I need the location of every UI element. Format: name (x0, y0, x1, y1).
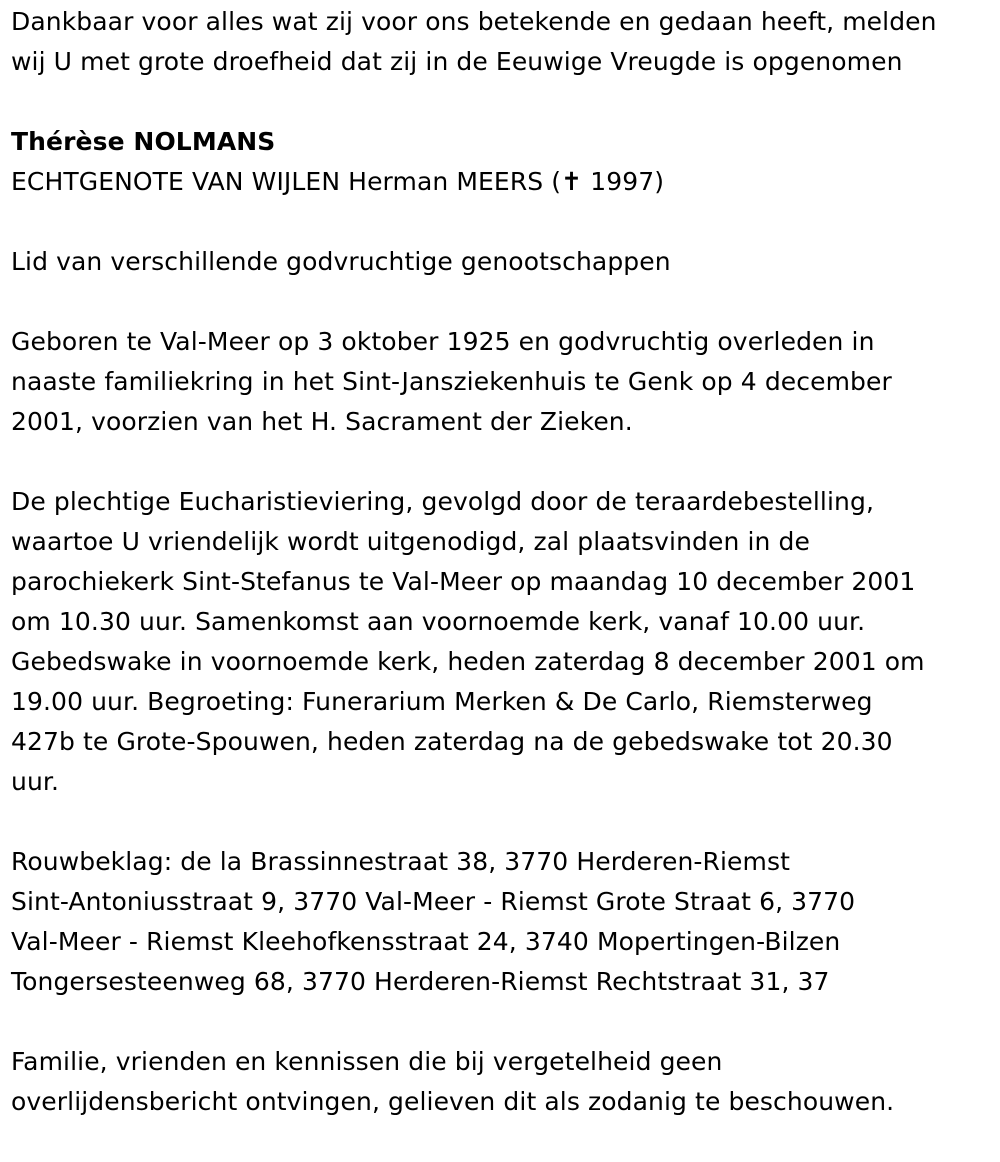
deceased-name: Thérèse NOLMANS (11, 127, 276, 156)
death-notice (11, 2, 991, 1162)
intro-line: Dankbaar voor alles wat zij voor ons betekende en gedaan heeft, melden (11, 7, 937, 36)
membership-line: Lid van verschillende godvruchtige genootschappen (11, 247, 671, 276)
ceremony-line: De plechtige Eucharistieviering, gevolgd door de teraardebestelling, (11, 487, 874, 516)
condolences-paragraph (11, 842, 991, 1002)
closing-paragraph (11, 1042, 991, 1122)
ceremony-paragraph (11, 482, 991, 802)
membership-paragraph (11, 242, 991, 282)
ceremony-line: 427b te Grote-Spouwen, heden zaterdag na de gebedswake tot 20.30 (11, 727, 893, 756)
intro-line: wij U met grote droefheid dat zij in de Eeuwige Vreugde is opgenomen (11, 47, 903, 76)
condolences-line: Sint-Antoniusstraat 9, 3770 Val-Meer - Riemst Grote Straat 6, 3770 (11, 887, 856, 916)
ceremony-line: waartoe U vriendelijk wordt uitgenodigd, zal plaatsvinden in de (11, 527, 810, 556)
condolences-line: Val-Meer - Riemst Kleehofkensstraat 24, 3740 Mopertingen-Bilzen (11, 927, 841, 956)
birth-death-line: Geboren te Val-Meer op 3 oktober 1925 en godvruchtig overleden in (11, 327, 875, 356)
condolences-line: Tongersesteenweg 68, 3770 Herderen-Riemst Rechtstraat 31, 37 (11, 967, 830, 996)
ceremony-line: Gebedswake in voornoemde kerk, heden zaterdag 8 december 2001 om (11, 647, 925, 676)
closing-line: overlijdensbericht ontvingen, gelieven dit als zodanig te beschouwen. (11, 1087, 895, 1116)
ceremony-line: parochiekerk Sint-Stefanus te Val-Meer op maandag 10 december 2001 (11, 567, 916, 596)
birth-death-line: 2001, voorzien van het H. Sacrament der Zieken. (11, 407, 633, 436)
spouse-line: ECHTGENOTE VAN WIJLEN Herman MEERS (✝ 1997) (11, 167, 665, 196)
condolences-line: Rouwbeklag: de la Brassinnestraat 38, 3770 Herderen-Riemst (11, 847, 790, 876)
ceremony-line: 19.00 uur. Begroeting: Funerarium Merken & De Carlo, Riemsterweg (11, 687, 873, 716)
birth-death-paragraph (11, 322, 991, 442)
birth-death-line: naaste familiekring in het Sint-Jansziekenhuis te Genk op 4 december (11, 367, 892, 396)
ceremony-line: uur. (11, 767, 60, 796)
deceased-block (11, 122, 991, 202)
intro-paragraph (11, 2, 991, 82)
closing-line: Familie, vrienden en kennissen die bij vergetelheid geen (11, 1047, 723, 1076)
ceremony-line: om 10.30 uur. Samenkomst aan voornoemde kerk, vanaf 10.00 uur. (11, 607, 866, 636)
